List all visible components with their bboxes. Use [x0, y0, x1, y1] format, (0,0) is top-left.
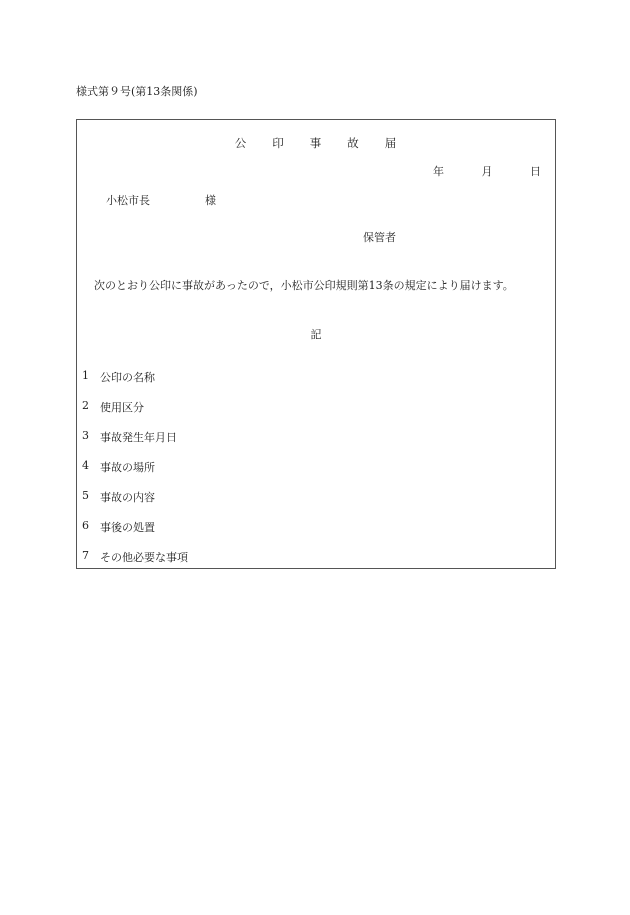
date-month-label: 月: [481, 165, 493, 178]
list-item: [82, 429, 188, 459]
list-item: [82, 519, 188, 549]
item-label: 事故の内容: [100, 491, 155, 504]
form-number: 様式第９号(第13条関係): [76, 85, 198, 98]
list-item: [82, 489, 188, 519]
list-item: [82, 549, 188, 579]
item-list: [82, 369, 188, 579]
item-label: その他必要な事項: [100, 551, 188, 564]
item-label: 事故の場所: [100, 461, 155, 474]
date-day-label: 日: [530, 165, 541, 178]
item-label: 公印の名称: [100, 371, 155, 384]
item-number: 5: [82, 489, 89, 502]
item-number: 2: [82, 399, 89, 412]
date-line: [433, 163, 541, 179]
body-text: 次のとおり公印に事故があったので，小松市公印規則第13条の規定により届けます。: [94, 279, 514, 292]
keeper-label: 保管者: [363, 231, 396, 244]
ki-heading: 記: [310, 328, 322, 341]
form-title: 公 印 事 故 届: [234, 136, 398, 150]
item-label: 使用区分: [100, 401, 144, 414]
item-number: 1: [82, 369, 89, 382]
form-box: [76, 119, 556, 569]
item-label: 事故発生年月日: [100, 431, 177, 444]
list-item: [82, 459, 188, 489]
item-number: 6: [82, 519, 89, 532]
item-label: 事後の処置: [100, 521, 155, 534]
list-item: [82, 369, 188, 399]
item-number: 7: [82, 549, 89, 562]
list-item: [82, 399, 188, 429]
item-number: 3: [82, 429, 89, 442]
addressee: 小松市長 様: [106, 194, 216, 207]
date-year-label: 年: [433, 165, 444, 178]
item-number: 4: [82, 459, 89, 472]
